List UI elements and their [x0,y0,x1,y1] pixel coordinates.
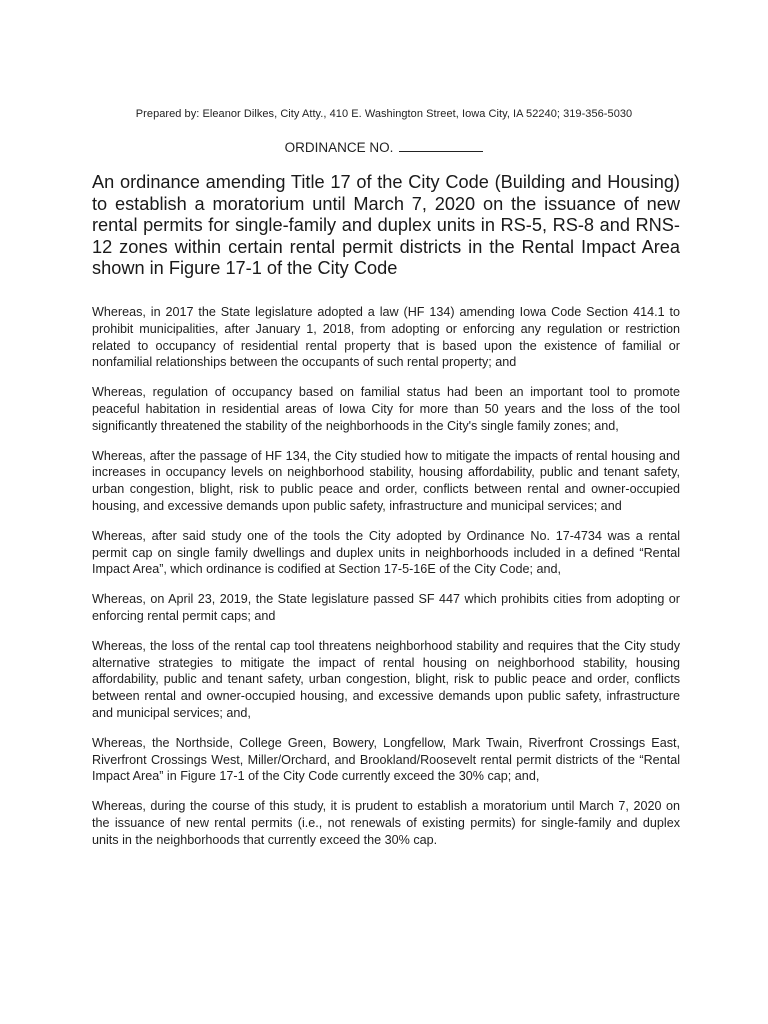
whereas-paragraph: Whereas, regulation of occupancy based on familial status had been an important tool to promote peaceful habitation in residential areas of Iowa City for more than 50 years and the loss of the tool significantly threatened the stability of the neighborhoods in the City's single family zones; and, [92,385,680,433]
whereas-clauses [92,304,680,862]
whereas-paragraph: Whereas, after said study one of the tools the City adopted by Ordinance No. 17-4734 was a rental permit cap on single family dwellings and duplex units in neighborhoods included in a defined “Rental Impact Area”, which ordinance is codified at Section 17-5-16E of the City Code; and, [92,528,680,577]
whereas-paragraph: Whereas, the Northside, College Green, Bowery, Longfellow, Mark Twain, Riverfront Crossings East, Riverfront Crossings West, Miller/Orchard, and Brookland/Roosevelt rental permit districts of the “Rental Impact Area” in Figure 17-1 of the City Code currently exceed the 30% cap; and, [92,735,680,784]
whereas-paragraph: Whereas, during the course of this study, it is prudent to establish a moratorium until March 7, 2020 on the issuance of new rental permits (i.e., not renewals of existing permits) for single-family and duplex units in the neighborhoods that currently exceed the 30% cap. [92,799,680,847]
ordinance-number-label: ORDINANCE NO. [284,140,394,155]
ordinance-number-line [0,139,768,155]
whereas-paragraph: Whereas, on April 23, 2019, the State legislature passed SF 447 which prohibits cities from adopting or enforcing rental permit caps; and [92,592,680,623]
ordinance-title: An ordinance amending Title 17 of the City Code (Building and Housing) to establish a moratorium until March 7, 2020 on the issuance of new rental permits for single-family and duplex units in RS-5, RS-8 and RNS-12 zones within certain rental permit districts in the Rental Impact Area shown in Figure 17-1 of the City Code [92,172,680,279]
prepared-by-line: Prepared by: Eleanor Dilkes, City Atty., 410 E. Washington Street, Iowa City, IA 52240; 319-356-5030 [135,108,633,120]
whereas-paragraph: Whereas, in 2017 the State legislature adopted a law (HF 134) amending Iowa Code Section 414.1 to prohibit municipalities, after January 1, 2018, from adopting or enforcing any regulation or restriction related to occupancy of residential rental property that is based upon the existence of familial or nonfamilial relationships between the occupants of such rental property; and [92,305,680,370]
whereas-paragraph: Whereas, after the passage of HF 134, the City studied how to mitigate the impacts of rental housing and increases in occupancy levels on neighborhood stability, housing affordability, public and tenant safety, urban congestion, blight, risk to public peace and order, conflicts between rental and owner-occupied housing, and excessive demands upon public safety, infrastructure and municipal services; and [92,448,680,513]
whereas-paragraph: Whereas, the loss of the rental cap tool threatens neighborhood stability and requires that the City study alternative strategies to mitigate the impact of rental housing on neighborhood stability, housing affordability, public and tenant safety, urban congestion, blight, risk to public peace and order, conflicts between rental and owner-occupied housing, and excessive demands upon public safety, infrastructure and municipal services; and, [92,638,680,720]
ordinance-number-blank [399,139,483,152]
